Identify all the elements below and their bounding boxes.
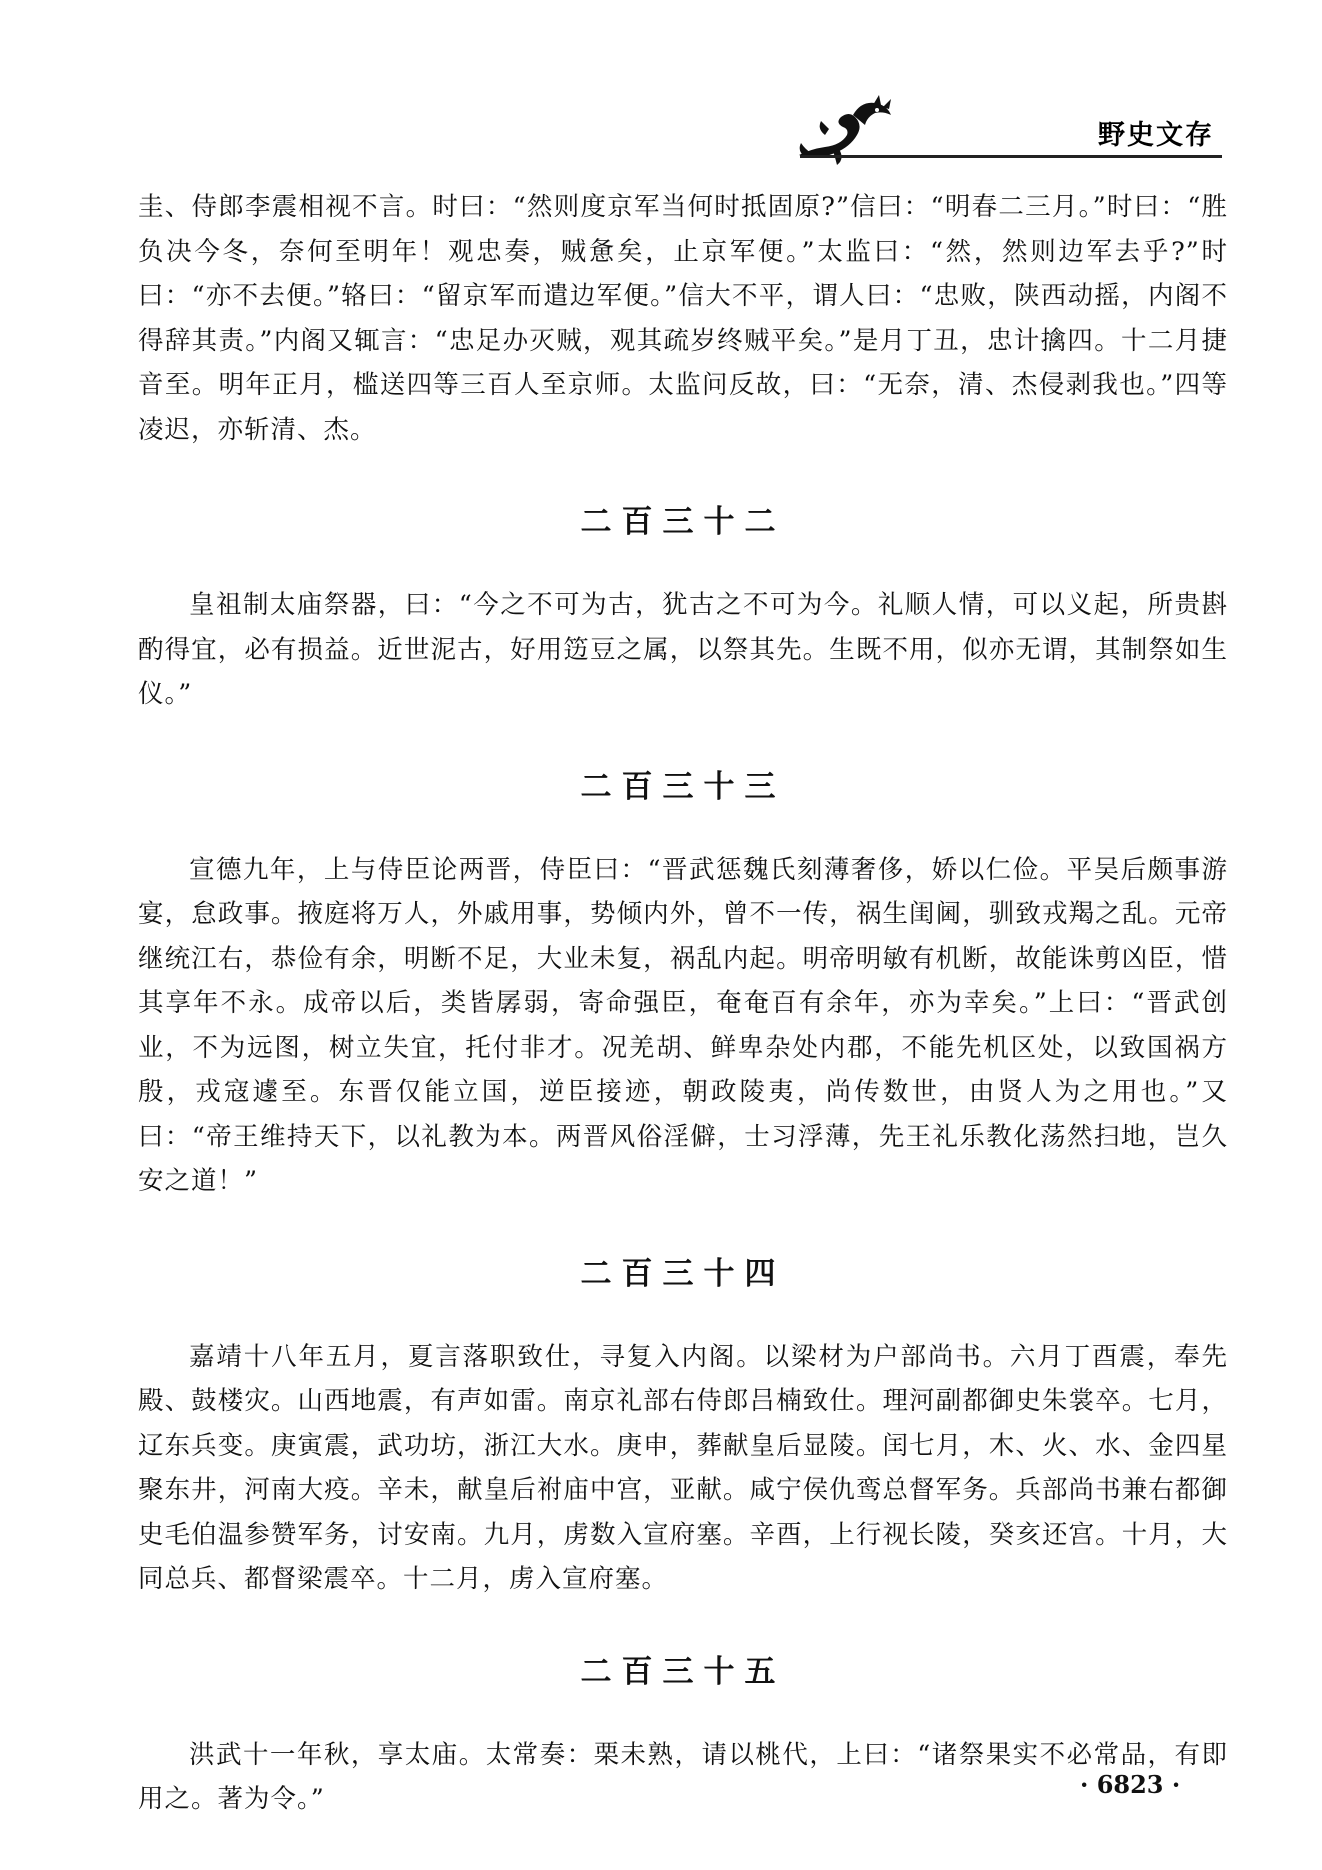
series-title: 野史文存 bbox=[1098, 120, 1214, 151]
page-body bbox=[138, 185, 1228, 1822]
page-header bbox=[0, 95, 1322, 165]
section-heading-232: 二百三十二 bbox=[580, 504, 786, 540]
paragraph-234: 嘉靖十八年五月，夏言落职致仕，寻复入内阁。以梁材为户部尚书。六月丁酉震，奉先殿、鼓楼灾。山西地震，有声如雷。南京礼部右侍郎吕楠致仕。理河副都御史朱裳卒。七月，辽东兵变。庚寅震，武功坊，浙江大水。庚申，葬献皇后显陵。闰七月，木、火、水、金四星聚东井，河南大疫。辛未，献皇后祔庙中宫，亚献。咸宁侯仇鸾总督军务。兵部尚书兼右都御史毛伯温参赞军务，讨安南。九月，虏数入宣府塞。辛酉，上行视长陵，癸亥还宫。十月，大同总兵、都督梁震卒。十二月，虏入宣府塞。 bbox=[138, 1341, 1228, 1594]
page-number: · 6823 · bbox=[1080, 1770, 1181, 1799]
paragraph-233: 宣德九年，上与侍臣论两晋，侍臣曰：“晋武惩魏氏刻薄奢侈，娇以仁俭。平吴后颇事游宴，怠政事。掖庭将万人，外戚用事，势倾内外，曾不一传，祸生闺阃，驯致戎羯之乱。元帝继统江右，恭俭有余，明断不足，大业未复，祸乱内起。明帝明敏有机断，故能诛剪凶臣，惜其享年不永。成帝以后，类皆孱弱，寄命强臣，奄奄百有余年，亦为幸矣。”上曰：“晋武创业，不为远图，树立失宜，托付非才。况羌胡、鲜卑杂处内郡，不能先机区处，以致国祸方殷，戎寇遽至。东晋仅能立国，逆臣接迹，朝政陵夷，尚传数世，由贤人为之用也。”又曰：“帝王维持天下，以礼教为本。两晋风俗淫僻，士习浮薄，先王礼乐教化荡然扫地，岂久安之道！” bbox=[138, 854, 1228, 1196]
section-heading-233: 二百三十三 bbox=[580, 768, 786, 805]
paragraph-continued: 圭、侍郎李震相视不言。时曰：“然则度京军当何时抵固原?”信曰：“明春二三月。”时曰：“胜负决今冬，奈何至明年！观忠奏，贼惫矣，止京军便。”太监曰：“然，然则边军去乎?”时曰：“亦不去便。”辂曰：“留京军而遣边军便。”信大不平，谓人曰：“忠败，陕西动摇，内阁不得辞其责。”内阁又辄言：“忠足办灭贼，观其疏岁终贼平矣。”是月丁丑，忠计擒四。十二月捷音至。明年正月，槛送四等三百人至京师。太监问反故，曰：“无奈，清、杰侵剥我也。”四等凌迟，亦斩清、杰。 bbox=[138, 192, 1228, 445]
paragraph-235: 洪武十一年秋，享太庙。太常奏：栗未熟，请以桃代，上曰：“诸祭果实不必常品，有即用之。著为令。” bbox=[138, 1739, 1228, 1814]
header-rule bbox=[800, 155, 1222, 158]
section-heading-234: 二百三十四 bbox=[580, 1255, 786, 1292]
section-heading-235: 二百三十五 bbox=[580, 1653, 786, 1690]
paragraph-232: 皇祖制太庙祭器，曰：“今之不可为古，犹古之不可为今。礼顺人情，可以义起，所贵斟酌得宜，必有损益。近世泥古，好用笾豆之属，以祭其先。生既不用，似亦无谓，其制祭如生仪。” bbox=[138, 590, 1228, 709]
